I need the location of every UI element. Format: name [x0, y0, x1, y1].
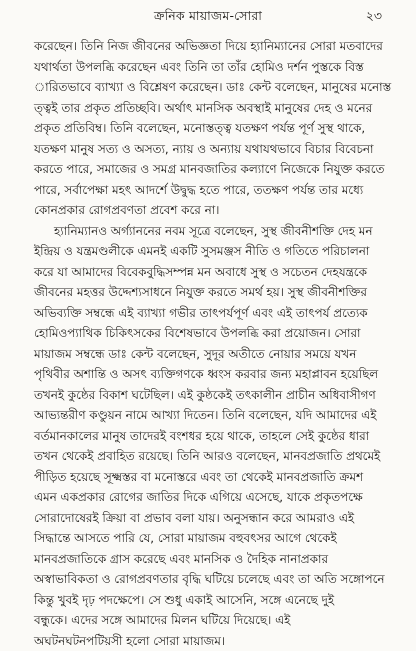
- text-line: বন্ধুকে। এদের সঙ্গে আমাদের মিলন ঘটিয়ে দিয়েছে। এই: [34, 610, 387, 631]
- text-line: ত্ত্বই তার প্রকৃত প্রতিচ্ছবি। অর্থাৎ মানসিক অবস্থাই মানুষের দেহ ও মনের: [34, 98, 387, 119]
- text-line: হোমিওপ্যাথিক চিকিৎসকের বিশেষভাবে উপলব্ধি করা প্রয়োজন। সোরা: [34, 323, 387, 344]
- body-text: [34, 36, 387, 636]
- text-line: মানবপ্রজাতিকে গ্রাস করেছে এবং মানসিক ও দৈহিক নানাপ্রকার: [34, 549, 387, 570]
- text-line: করতে পারে, সমাজের ও সমগ্র মানবজাতির কল্যাণে নিজেকে নিযুক্ত করতে: [34, 159, 387, 180]
- text-line: করে যা আমাদের বিবেকবুদ্ধিসম্পন্ন মন অবাধে সুস্থ ও সচেতন দেহযন্ত্রকে: [34, 262, 387, 283]
- text-line: সিদ্ধান্তে আসতে পারি যে, সোরা মায়াজম বহুবৎসর আগে থেকেই: [34, 528, 387, 549]
- text-line: যতক্ষণ মানুষ সত্য ও অসত্য, ন্যায় ও অন্যায় যথাযথভাবে বিচার বিবেচনা: [34, 139, 387, 160]
- text-line: যথার্থতা উপলব্ধি করেছেন এবং তিনি তা তাঁর হোমিও দর্শন পুস্তকে বিস্ত: [34, 57, 387, 78]
- text-line: তখন থেকেই প্রবাহিত রয়েছে। তিনি আরও বলেছেন, মানবপ্রজাতি প্রথমেই: [34, 446, 387, 467]
- text-line: অস্বাভাবিকতা ও রোগপ্রবণতার বৃদ্ধি ঘটিয়ে চলেছে এবং তা অতি সঙ্গোপনে: [34, 569, 387, 590]
- text-line: ারিতভাবে ব্যাখ্যা ও বিশ্লেষণ করেছেন। ডাঃ কেন্ট বলেছেন, মানুষের মনোস্ত: [34, 77, 387, 98]
- text-line: ইন্দ্রিয় ও যন্ত্রমণ্ডলীকে এমনই একটি সুসমঞ্জস নীতি ও গতিতে পরিচালনা: [34, 241, 387, 262]
- paragraph-start-line: হ্যানিম্যানও অর্গ্যাননের নবম সূত্রে বলেছেন, সুস্থ জীবনীশক্তি দেহ মন: [34, 221, 387, 242]
- text-line: সোরাদোষেরই ক্রিয়া বা প্রভাব বলা যায়। অনুসন্ধান করে আমরাও এই: [34, 508, 387, 529]
- text-line: পারে, সর্বাপেক্ষা মহৎ আদর্শে উদ্বুদ্ধ হতে পারে, ততক্ষণ পর্যন্ত তার মধ্যে: [34, 180, 387, 201]
- page-number: ২৩: [366, 8, 382, 28]
- text-line: করেছেন। তিনি নিজ জীবনের অভিজ্ঞতা দিয়ে হ্যানিম্যানের সোরা মতবাদের: [34, 36, 387, 57]
- page-header: [0, 6, 416, 28]
- running-title: ক্রনিক মায়াজম-সোরা: [0, 8, 416, 28]
- text-line: অভিব্যক্তি সম্বন্ধে এই ব্যাখ্যা গভীর তাৎপর্যপূর্ণ এবং এই তাৎপর্য প্রত্যেক: [34, 303, 387, 324]
- text-line: পৃথিবীর অশান্তি ও অসৎ ব্যক্তিগণকে ধ্বংস করবার জন্য মহাপ্লাবন হয়েছিল: [34, 364, 387, 385]
- text-line: প্রকৃত প্রতিবিম্ব। তিনি বলেছেন, মনোস্তত্ত্ব যতক্ষণ পর্যন্ত পূর্ণ সুস্থ থাকে,: [34, 118, 387, 139]
- text-line: কিন্তু খুবই দৃঢ় পদক্ষেপে। সে শুধু একাই আসেনি, সঙ্গে এনেছে দুই: [34, 590, 387, 611]
- text-line: অঘটনঘটনপটিয়সী হলো সোরা মায়াজম।: [34, 631, 387, 651]
- text-line: মায়াজম সম্বন্ধে ডাঃ কেন্ট বলেছেন, সুদূর অতীতে নোয়ার সময়ে যখন: [34, 344, 387, 365]
- text-line: আভ্যন্তরীণ কণ্ডুয়ন নামে আখ্যা দিতেন। তিনি বলেছেন, যদি আমাদের এই: [34, 405, 387, 426]
- text-line: জীবনের মহত্তর উদ্দেশ্যসাধনে নিযুক্ত করতে সমর্থ হয়। সুস্থ জীবনীশক্তির: [34, 282, 387, 303]
- text-line: বর্তমানকালের মানুষ তাদেরই বংশধর হয়ে থাকে, তাহলে সেই কুষ্ঠের ধারা: [34, 426, 387, 447]
- text-line: এমন একপ্রকার রোগের জাতির দিকে এগিয়ে এসেছে, যাকে প্রকৃতপক্ষে: [34, 487, 387, 508]
- text-line: কোনপ্রকার রোগপ্রবণতা প্রবেশ করে না।: [34, 200, 387, 221]
- text-line: তখনই কুষ্ঠের বিকাশ ঘটেছিল। এই কুষ্ঠকেই তৎকালীন প্রাচীন অধিবাসীগণ: [34, 385, 387, 406]
- text-line: পীড়িত হয়েছে সূক্ষ্মস্তর বা মনোস্তরে এবং তা থেকেই মানবপ্রজাতি ক্রমশ: [34, 467, 387, 488]
